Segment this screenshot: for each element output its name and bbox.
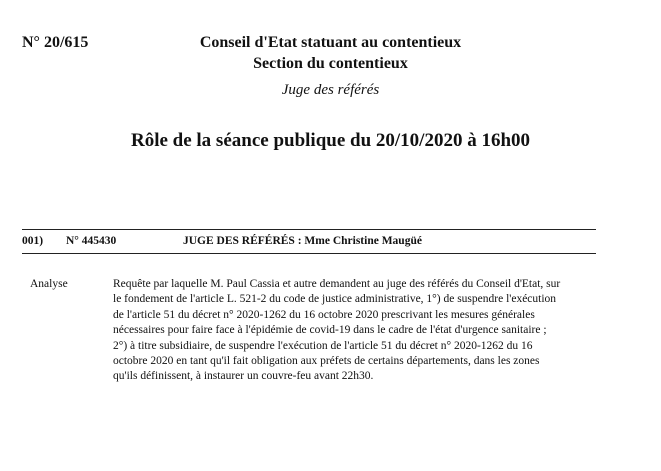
session-role-title: Rôle de la séance publique du 20/10/2020 à 16h00	[130, 130, 531, 151]
analysis-line: octobre 2020 en tant qu'il fait obligation aux préfets de certains départements, dans les zones	[113, 355, 540, 368]
case-index: 001)	[22, 235, 44, 247]
analysis-line: Requête par laquelle M. Paul Cassia et autre demandent au juge des référés du Conseil d'Etat, sur	[113, 278, 561, 290]
analysis-line: le fondement de l'article L. 521-2 du code de justice administrative, 1°) de suspendre l'exécution	[113, 293, 557, 306]
analysis-line: nécessaires pour faire face à l'épidémie de covid-19 dans le cadre de l'état d'urgence sanitaire ;	[113, 324, 547, 337]
analysis-text	[113, 277, 599, 385]
case-bottom-divider	[22, 253, 596, 254]
analysis-label: Analyse	[30, 278, 68, 290]
analysis-line: 2°) à titre subsidiaire, de suspendre l'exécution de l'article 51 du décret n° 2020-1262 du 16	[113, 339, 533, 352]
case-judge: JUGE DES RÉFÉRÉS : Mme Christine Maugüé	[183, 235, 422, 247]
court-section: Section du contentieux	[253, 55, 408, 72]
case-number: N° 445430	[66, 235, 117, 247]
court-name: Conseil d'Etat statuant au contentieux	[199, 34, 462, 51]
analysis-line: de l'article 51 du décret n° 2020-1262 du 16 octobre 2020 prescrivant les mesures générales	[113, 308, 535, 321]
judge-title: Juge des référés	[281, 82, 380, 98]
document-number: N° 20/615	[22, 34, 89, 51]
analysis-line: qu'ils définissent, à instaurer un couvre-feu avant 22h30.	[113, 370, 374, 383]
case-top-divider	[22, 229, 596, 230]
